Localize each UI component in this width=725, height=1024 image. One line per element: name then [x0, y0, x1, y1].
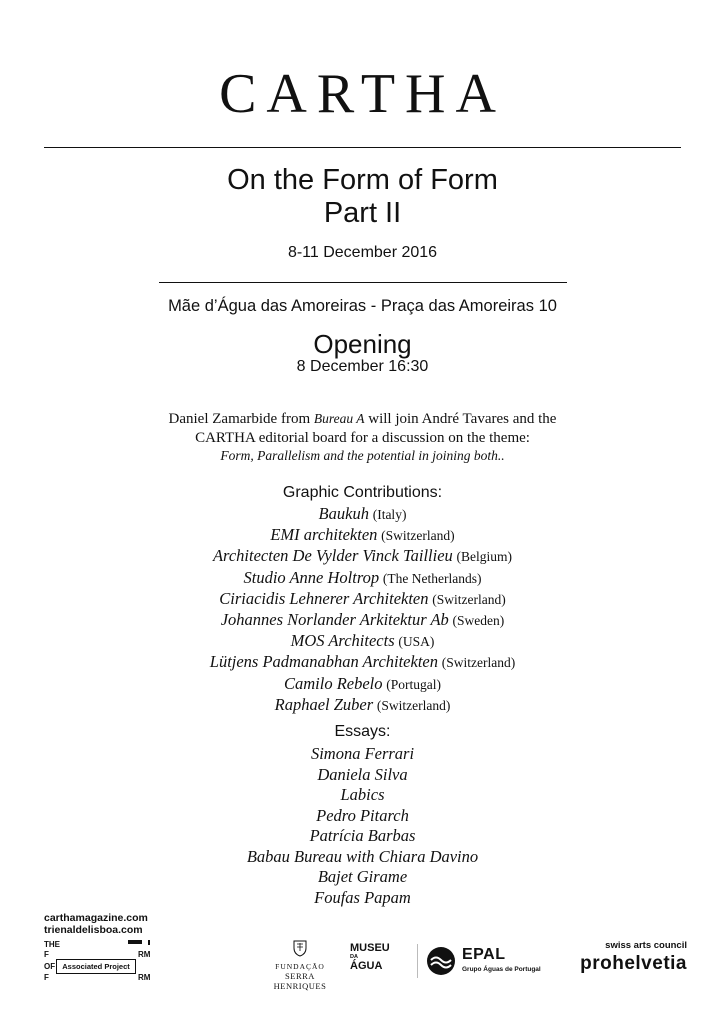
graphic-contributions-list [0, 504, 725, 716]
essay-item: Pedro Pitarch [316, 805, 409, 825]
contribution-item: Lütjens Padmanabhan Architekten (Switzerland) [209, 652, 516, 672]
essays-heading: Essays: [334, 723, 391, 740]
prohelvetia-logo [577, 940, 687, 980]
masthead: CARTHA [219, 63, 506, 125]
associated-project-label: Associated Project [56, 959, 136, 974]
prohelvetia-wordmark: prohelvetia [580, 953, 687, 974]
venue-address: Mãe d’Água das Amoreiras - Praça das Amoreiras 10 [168, 297, 557, 315]
essay-item: Foufas Papam [314, 887, 411, 907]
water-drop-icon [424, 944, 458, 978]
middle-divider [159, 282, 567, 283]
intro-line-2: CARTHA editorial board for a discussion on the theme: [195, 429, 530, 446]
opening-datetime: 8 December 16:30 [296, 358, 429, 375]
essay-item: Simona Ferrari [310, 744, 415, 763]
fundacao-serra-henriques-logo: FUNDAÇÃO SERRA HENRIQUES [262, 939, 338, 983]
contribution-item: Ciriacidis Lehnerer Architekten (Switzerland) [219, 588, 506, 608]
essay-item: Bajet Girame [317, 867, 408, 886]
cartha-url[interactable]: carthamagazine.com [44, 912, 148, 924]
event-subtitle: Part II [323, 197, 402, 229]
associated-project-logo: THE F OF F RM RM Associated Project [44, 940, 151, 982]
contribution-item: Camilo Rebelo (Portugal) [283, 673, 442, 693]
studio-name: Bureau A [313, 411, 365, 426]
intro-theme: Form, Parallelism and the potential in joining both.. [220, 448, 505, 463]
logo-separator [417, 944, 418, 978]
contribution-item: Baukuh (Italy) [318, 504, 407, 523]
contribution-item: MOS Architects (USA) [290, 631, 435, 651]
event-dates: 8-11 December 2016 [287, 244, 438, 261]
intro-line-1: Daniel Zamarbide from Bureau A will join André Tavares and the [168, 411, 557, 427]
opening-heading: Opening [313, 329, 412, 359]
contribution-item: Studio Anne Holtrop (The Netherlands) [243, 567, 482, 587]
contribution-item: Johannes Norlander Arkitektur Ab (Sweden) [220, 610, 505, 630]
essays-list [0, 744, 725, 908]
intro-paragraph [0, 410, 725, 466]
trienal-url[interactable]: trienaldelisboa.com [44, 924, 143, 936]
contribution-item: Raphael Zuber (Switzerland) [274, 694, 451, 714]
essay-item: Patrícia Barbas [309, 826, 416, 845]
contribution-item: Architecten De Vylder Vinck Taillieu (Belgium) [212, 546, 513, 566]
essay-item: Labics [340, 785, 385, 804]
crest-icon [292, 939, 308, 957]
essay-item: Babau Bureau with Chiara Davino [246, 846, 479, 866]
event-title: On the Form of Form [227, 164, 498, 196]
museu-da-agua-logo: MUSEU DA ÁGUA [350, 942, 390, 972]
essay-item: Daniela Silva [317, 764, 408, 784]
top-divider [44, 147, 681, 148]
contribution-item: EMI architekten (Switzerland) [270, 525, 455, 545]
epal-logo: EPAL Grupo Águas de Portugal [424, 942, 558, 982]
graphic-contributions-heading: Graphic Contributions: [282, 484, 443, 501]
swiss-arts-council-label: swiss arts council [605, 940, 687, 951]
